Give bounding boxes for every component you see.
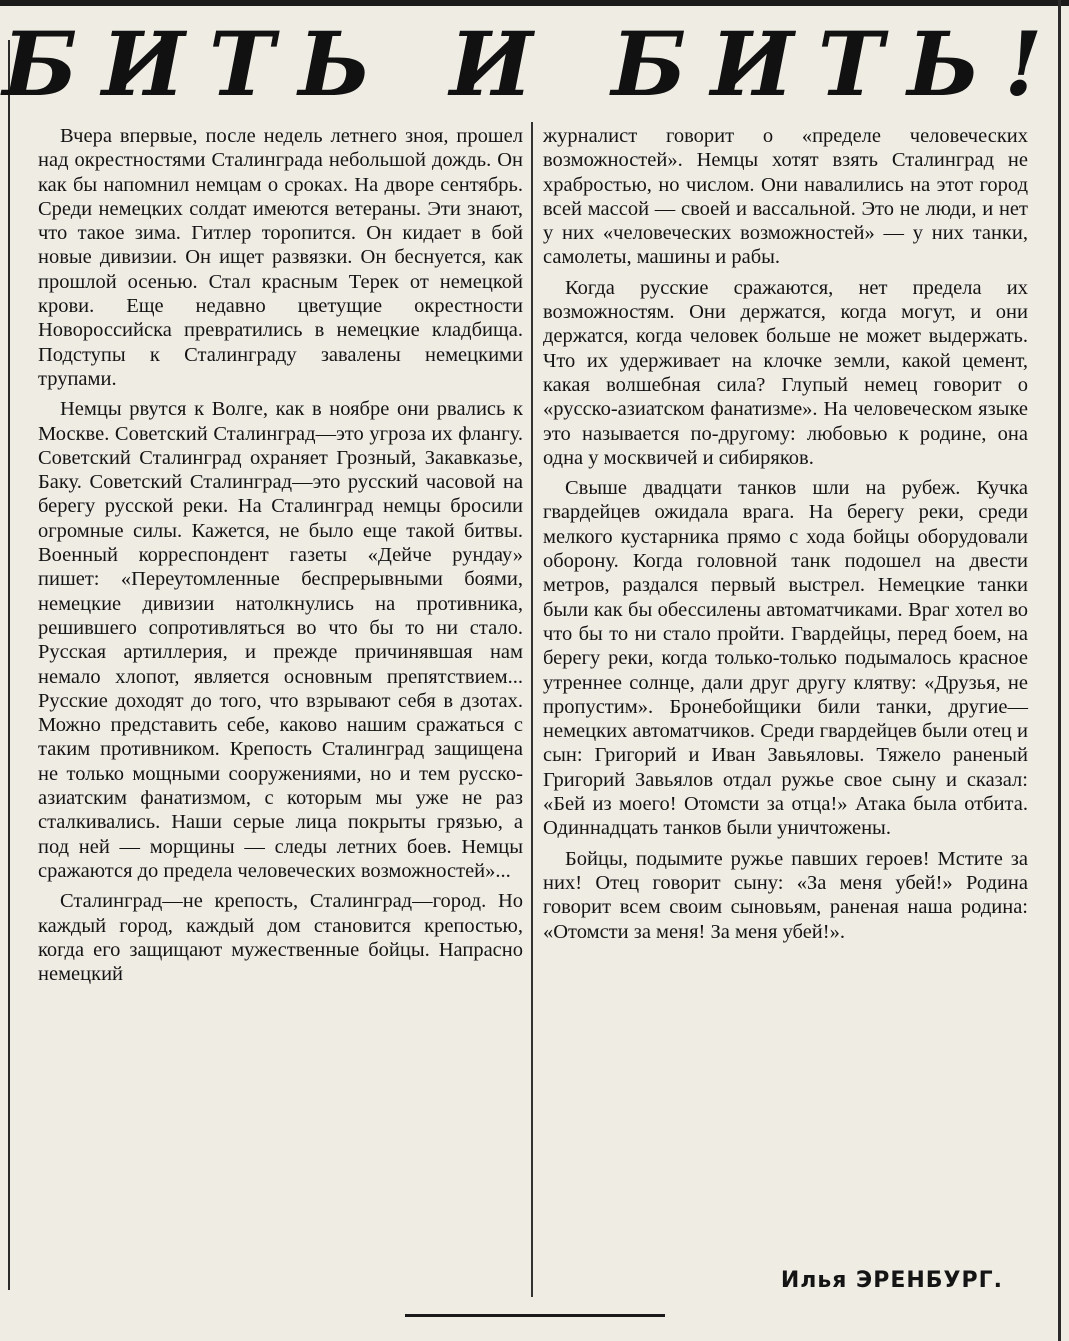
- paragraph: журналист говорит о «пределе человеческих возможностей». Немцы хотят взять Сталинград не храбростью, но числом. Они навалились на этот город всей массой — своей и вассальной. Это не люди, и нет у них «человеческих возможностей» — у них танки, самолеты, машины и рабы.: [543, 125, 1028, 269]
- paragraph: Вчера впервые, после недель летнего зноя, прошел над окрестностями Сталинграда небольшой дождь. Он как бы напомнил немцам о сроках. На дворе сентябрь. Среди немецких солдат имеются ветераны. Эти знают, что такое зима. Гитлер торопится. Он кидает в бой новые дивизии. Он ищет развязки. Он беснуется, как прошлой осенью. Стал красным Терек от немецкой крови. Еще недавно цветущие окрестности Новороссийска превратились в немецкие кладбища. Подступы к Сталинграду завалены немецкими трупами.: [38, 125, 523, 390]
- article-column-right: [543, 124, 1028, 950]
- author-signature: Илья ЭРЕНБУРГ.: [780, 1268, 1003, 1293]
- paragraph: Бойцы, подымите ружье павших героев! Мстите за них! Отец говорит сыну: «За меня убей!» Родина говорит всем своим сыновьям, раненая наша родина: «Отомсти за меня! За меня убей!».: [543, 847, 1028, 943]
- paragraph: Немцы рвутся к Волге, как в ноябре они рвались к Москве. Советский Сталинград—это угроза их флангу. Советский Сталинград охраняет Грозный, Закавказье, Баку. Советский Сталинград—это русский часовой на берегу русской реки. На Сталинград немцы бросили огромные силы. Кажется, не было еще такой битвы. Военный корреспондент газеты «Дейче рундау» пишет: «Переутомленные беспрерывными боями, немецкие дивизии натолкнулись на противника, решившего сопротивляться во что бы то ни стало. Русская артиллерия, и прежде причинявшая нам немало хлопот, является основным препятствием... Русские доходят до того, что взрывают себя в дзотах. Можно представить себе, каково нашим сражаться с таким противником. Крепость Сталинград защищена не только мощными сооружениями, но и тем русско-азиатским фанатизмом, с которым мы уже не раз сталкивались. Наши серые лица покрыты грязью, а под ней — морщины — следы летних боев. Немцы сражаются до предела человеческих возможностей»...: [38, 398, 523, 882]
- top-border-rule: [0, 0, 1069, 6]
- left-border-rule: [8, 40, 10, 1290]
- paragraph: Когда русские сражаются, нет предела их возможностям. Они держатся, когда могут, и они держатся, когда человек больше не может выдержать. Что их удерживает на клочке земли, какой цемент, какая волшебная сила? Глупый немец говорит о «русско-азиатском фанатизме». На человеческом языке это называется по-другому: любовью к родине, она одна у москвичей и сибиряков.: [543, 276, 1028, 469]
- paragraph: Сталинград—не крепость, Сталинград—город. Но каждый город, каждый дом становится крепостью, когда его защищают мужественные бойцы. Напрасно немецкий: [38, 890, 523, 986]
- article-headline: БИТЬ И БИТЬ!: [2, 12, 1067, 116]
- bottom-rule: [405, 1314, 665, 1317]
- paragraph: Свыше двадцати танков шли на рубеж. Кучка гвардейцев ожидала врага. На берегу реки, среди мелкого кустарника прямо с хода бойцы оборудовали оборону. Когда головной танк подошел на двести метров, раздался первый выстрел. Немецкие танки были как бы обессилены автоматчиками. Враг хотел во что бы то ни стало пройти. Гвардейцы, перед боем, на берегу реки, когда только-только подымалось красное утреннее солнце, дали друг другу клятву: «Друзья, не пропустим». Бронебойщики били танки, другие—немецких автоматчиков. Среди гвардейцев были отец и сын: Григорий и Иван Завьяловы. Тяжело раненый Григорий Завьялов отдал ружье свое сыну и сказал: «Бей из моего! Отомсти за отца!» Атака была отбита. Одиннадцать танков были уничтожены.: [543, 477, 1028, 840]
- article-column-left: [38, 124, 523, 992]
- column-divider: [531, 122, 533, 1297]
- right-border-rule: [1058, 0, 1061, 1341]
